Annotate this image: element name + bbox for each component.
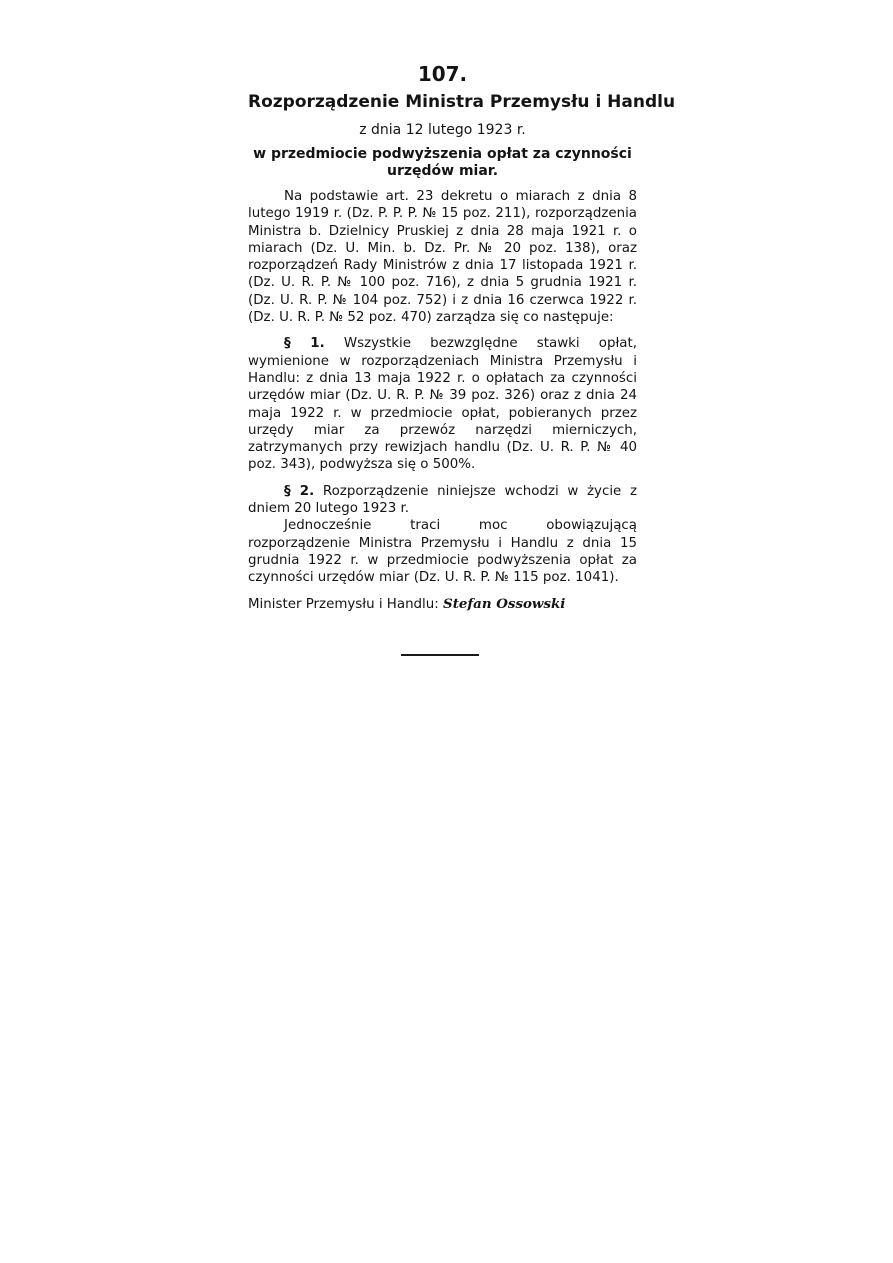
document-subject: w przedmiocie podwyższenia opłat za czynności urzędów miar. [253,146,632,179]
closing-divider [401,654,479,656]
section-1-label: § 1. [284,336,325,352]
section-2-label: § 2. [284,483,315,499]
intro-paragraph: Na podstawie art. 23 dekretu o miarach z dnia 8 lutego 1919 r. (Dz. P. P. P. № 15 poz. 211), rozporządzenia Ministra b. Dzielnicy Pruskiej z dnia 28 maja 1921 r. o miarach (Dz. U. Min. b. Dz. Pr. № 20 poz. 138), oraz rozporządzeń Rady Ministrów z dnia 17 listopada 1921 r. (Dz. U. R. P. № 100 poz. 716), z dnia 5 grudnia 1921 r. (Dz. U. R. P. № 104 poz. 752) i z dnia 16 czerwca 1922 r. (Dz. U. R. P. № 52 poz. 470) zarządza się co następuje: [248,189,637,326]
document-page [248,60,676,614]
section-1-text: Wszystkie bezwzględne stawki opłat, wymienione w rozporządzeniach Ministra Przemysłu i Handlu: z dnia 13 maja 1922 r. o opłatach za czynności urzędów miar (Dz. U. R. P. № 39 poz. 326) oraz z dnia 24 maja 1922 r. w przedmiocie opłat, pobieranych przez urzędy miar za przewóz narzędzi mierniczych, zatrzymanych przy rewizjach handlu (Dz. U. R. P. № 40 poz. 343), podwyższa się o 500%. [248,336,638,473]
section-2-text: Rozporządzenie niniejsze wchodzi w życie z dniem 20 lutego 1923 r. [248,483,637,517]
document-date: z dnia 12 lutego 1923 r. [359,122,526,138]
signature-name: Stefan Ossowski [443,595,566,612]
signature-role: Minister Przemysłu i Handlu: [248,596,439,612]
section-1-paragraph [248,335,637,473]
section-2-continuation: Jednocześnie traci moc obowiązującą rozporządzenie Ministra Przemysłu i Handlu z dnia 15 grudnia 1922 r. w przedmiocie podwyższenia opłat za czynności urzędów miar (Dz. U. R. P. № 115 poz. 1041). [248,518,637,586]
signature-line [248,595,637,614]
document-title: Rozporządzenie Ministra Przemysłu i Handlu [248,92,676,112]
section-2-paragraph [248,483,637,518]
document-number: 107. [417,62,468,86]
